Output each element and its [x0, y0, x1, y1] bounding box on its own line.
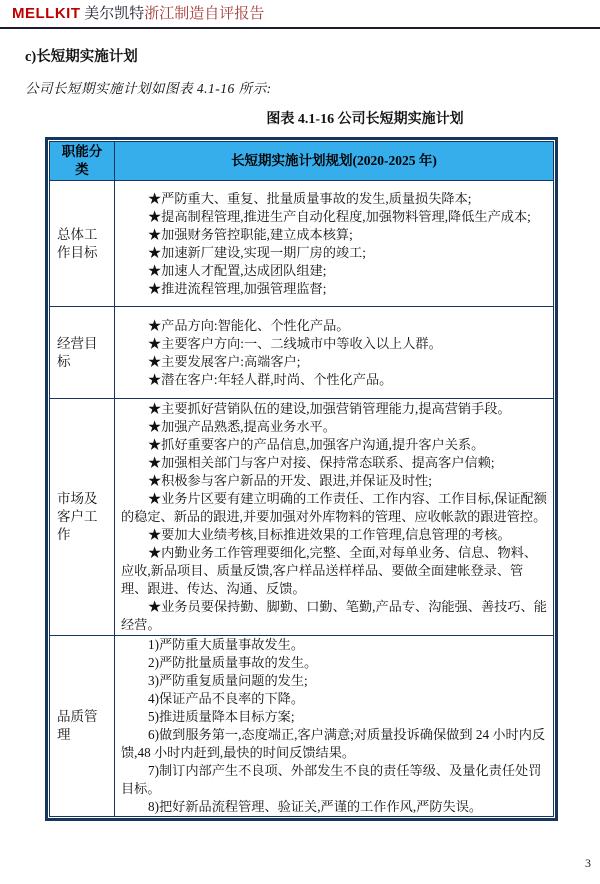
plan-item: ★主要抓好营销队伍的建设,加强营销管理能力,提高营销手段。: [148, 401, 511, 416]
plan-item: ★加速人才配置,达成团队组建;: [148, 262, 327, 278]
plan-item: ★严防重大、重复、批量质量事故的发生,质量损失降本;: [148, 190, 472, 206]
row-label: 品质管理: [50, 636, 115, 817]
plan-item: ★潜在客户:年轻人群,时尚、个性化产品。: [148, 371, 393, 387]
document-header: [0, 0, 600, 29]
plan-item: 8)把好新品流程管理、验证关,严谨的工作作风,严防失误。: [148, 799, 483, 814]
plan-item: 4)保证产品不良率的下降。: [148, 691, 305, 706]
section-heading: c)长短期实施计划: [25, 49, 138, 65]
plan-item: ★主要客户方向:一、二线城市中等收入以上人群。: [148, 335, 442, 351]
plan-item: 5)推进质量降本目标方案;: [148, 709, 295, 724]
table-row: [50, 307, 554, 399]
row-label: 市场及客户工作: [50, 399, 115, 636]
figure-caption: 图表 4.1-16 公司长短期实施计划: [266, 112, 464, 127]
row-content: [115, 181, 554, 307]
page-number: 3: [585, 856, 591, 870]
row-label: 经营目标: [50, 307, 115, 399]
row-label: 总体工作目标: [50, 181, 115, 307]
table-row: [50, 399, 554, 636]
brand-logo-text: MELLKIT: [12, 5, 81, 22]
plan-table-body: [50, 142, 554, 817]
report-title: 浙江制造自评报告: [144, 6, 265, 22]
plan-item: ★抓好重要客户的产品信息,加强客户沟通,提升客户关系。: [148, 437, 485, 452]
plan-item: ★提高制程管理,推进生产自动化程度,加强物料管理,降低生产成本;: [148, 208, 531, 224]
plan-item: ★业务片区要有建立明确的工作责任、工作内容、工作目标,保证配额的稳定、新品的跟进,并要加强对外库物料的管理、应收帐款的跟进管控。: [121, 491, 547, 524]
plan-table: [49, 141, 554, 817]
plan-item: ★积极参与客户新品的开发、跟进,并保证及时性;: [148, 473, 432, 488]
plan-item: ★主要发展客户:高端客户;: [148, 353, 301, 369]
row-content: [115, 636, 554, 817]
plan-item: ★推进流程管理,加强管理监督;: [148, 280, 327, 296]
plan-item: ★内勤业务工作管理要细化,完整、全面,对每单业务、信息、物料、应收,新品项目、质量反馈,客户样品送样样品、要做全面建帐登录、管理、跟进、传达、沟通、反馈。: [121, 545, 538, 596]
plan-item: 1)严防重大质量事故发生。: [148, 637, 305, 652]
plan-item: ★加强相关部门与客户对接、保持常态联系、提高客户信赖;: [148, 455, 495, 470]
company-name: 美尔凯特: [84, 6, 145, 22]
plan-item: ★加强财务管控职能,建立成本核算;: [148, 226, 353, 242]
plan-item: ★要加大业绩考核,目标推进效果的工作管理,信息管理的考核。: [148, 527, 511, 542]
table-row: [50, 181, 554, 307]
intro-text: 公司长短期实施计划如图表 4.1-16 所示:: [25, 81, 272, 96]
header-cell-category: 职能分类: [50, 142, 115, 181]
plan-item: 2)严防批量质量事故的发生。: [148, 655, 318, 670]
table-header-row: [50, 142, 554, 181]
plan-item: 7)制订内部产生不良项、外部发生不良的责任等级、及量化责任处罚目标。: [121, 763, 542, 796]
header-cell-plan: 长短期实施计划规划(2020-2025 年): [115, 142, 554, 181]
plan-item: ★加速新厂建设,实现一期厂房的竣工;: [148, 244, 366, 260]
plan-item: ★产品方向:智能化、个性化产品。: [148, 317, 350, 333]
table-row: [50, 636, 554, 817]
row-content: [115, 399, 554, 636]
plan-item: 3)严防重复质量问题的发生;: [148, 673, 308, 688]
plan-item: 6)做到服务第一,态度端正,客户满意;对质量投诉确保做到 24 小时内反馈,48 小时内赶到,最快的时间反馈结果。: [121, 727, 546, 760]
row-content: [115, 307, 554, 399]
plan-item: ★加强产品熟悉,提高业务水平。: [148, 419, 336, 434]
plan-table-wrapper: [45, 137, 558, 821]
plan-item: ★业务员要保持勤、脚勤、口勤、笔勤,产品专、沟能强、善技巧、能经营。: [121, 599, 547, 632]
